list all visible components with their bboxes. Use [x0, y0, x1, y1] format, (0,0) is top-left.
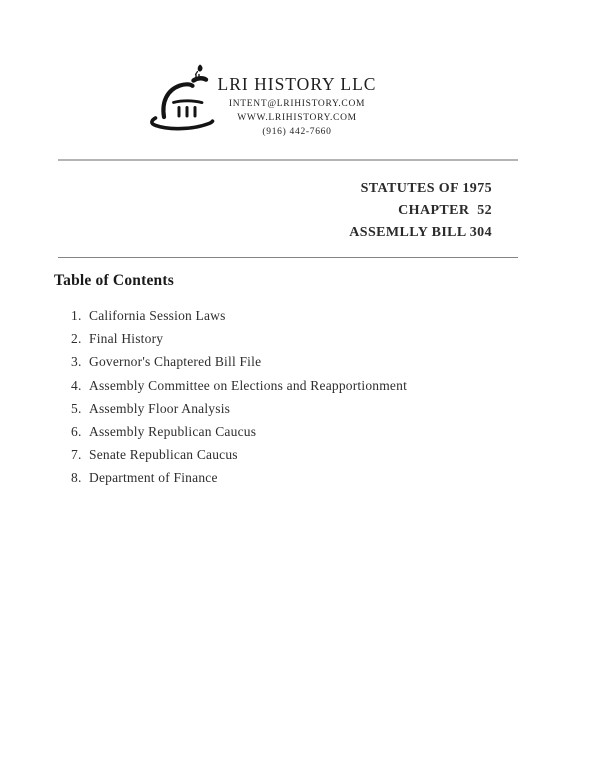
contact-block — [204, 97, 390, 139]
statute-year: STATUTES OF 1975 — [360, 181, 492, 196]
company-name: LRI HISTORY LLC — [217, 74, 377, 94]
contact-website: WWW.LRIHISTORY.COM — [237, 113, 357, 123]
toc-item — [71, 304, 541, 327]
toc-item-number: 5. — [71, 400, 82, 416]
toc-item — [71, 397, 541, 420]
toc-item-number: 2. — [71, 331, 82, 347]
toc-item — [71, 327, 541, 350]
toc-item-number: 1. — [71, 308, 82, 323]
statute-chapter: CHAPTER 52 — [398, 203, 492, 218]
toc-heading: Table of Contents — [54, 272, 174, 289]
toc-item-title: Assembly Floor Analysis — [89, 400, 231, 416]
toc-item-number: 8. — [71, 470, 82, 486]
letterhead — [204, 75, 390, 139]
statute-bill: ASSEMLLY BILL 304 — [349, 225, 492, 240]
contact-email: INTENT@LRIHISTORY.COM — [228, 99, 366, 109]
toc-list — [71, 304, 541, 490]
toc-item-number: 4. — [71, 377, 82, 393]
toc-item — [71, 374, 541, 397]
toc-item — [71, 350, 541, 373]
toc-item — [71, 443, 541, 466]
toc-item — [71, 466, 541, 489]
toc-item-title: Department of Finance — [89, 470, 218, 486]
toc-item-number: 6. — [71, 424, 82, 440]
toc-item-number: 7. — [71, 447, 82, 463]
toc-item-title: Assembly Committee on Elections and Reapportionment — [89, 377, 408, 393]
horizontal-rule-bottom — [58, 257, 518, 258]
toc-item-title: Final History — [89, 331, 164, 347]
toc-item-title: Senate Republican Caucus — [89, 447, 238, 463]
toc-item — [71, 420, 541, 443]
toc-item-title: California Session Laws — [89, 308, 226, 323]
toc-item-title: Governor's Chaptered Bill File — [89, 354, 262, 370]
horizontal-rule-top — [58, 159, 518, 161]
statute-citation — [0, 178, 492, 244]
toc-item-title: Assembly Republican Caucus — [89, 424, 257, 440]
toc-item-number: 3. — [71, 354, 82, 370]
contact-phone: (916) 442-7660 — [262, 127, 332, 137]
